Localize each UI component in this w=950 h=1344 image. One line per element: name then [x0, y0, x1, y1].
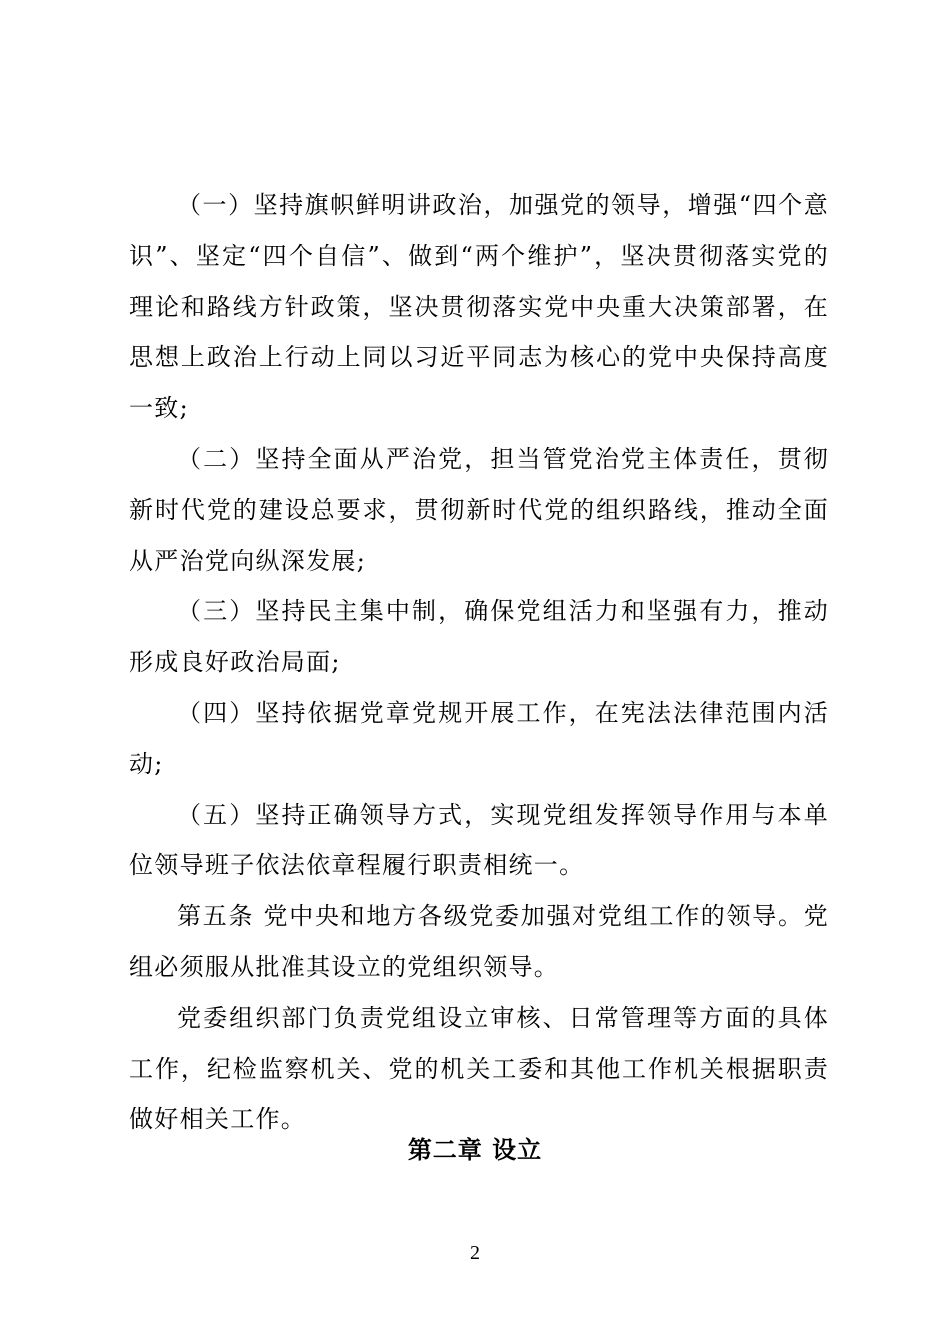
paragraph-article-5: 第五条 党中央和地方各级党委加强对党组工作的领导。党组必须服从批准其设立的党组织领导。	[129, 902, 829, 981]
page-number: 2	[470, 1242, 480, 1264]
paragraph-principle-4: （四）坚持依据党章党规开展工作，在宪法法律范围内活动;	[129, 698, 829, 778]
paragraph-principle-1: （一）坚持旗帜鲜明讲政治，加强党的领导，增强“四个意识”、坚定“四个自信”、做到“两个维护”，坚决贯彻落实党的理论和路线方针政策，坚决贯彻落实党中央重大决策部署，在思想上政治上行动上同以习近平同志为核心的党中央保持高度一致;	[129, 191, 829, 423]
paragraph-principle-5: （五）坚持正确领导方式，实现党组发挥领导作用与本单位领导班子依法依章程履行职责相统一。	[129, 800, 829, 880]
chapter-heading: 第二章 设立	[407, 1136, 543, 1164]
body-text	[129, 180, 829, 1145]
paragraph-organization-dept: 党委组织部门负责党组设立审核、日常管理等方面的具体工作，纪检监察机关、党的机关工委和其他工作机关根据职责做好相关工作。	[129, 1003, 829, 1134]
paragraph-principle-2: （二）坚持全面从严治党，担当管党治党主体责任，贯彻新时代党的建设总要求，贯彻新时代党的组织路线，推动全面从严治党向纵深发展;	[129, 444, 829, 575]
paragraph-principle-3: （三）坚持民主集中制，确保党组活力和坚强有力，推动形成良好政治局面;	[129, 597, 829, 677]
